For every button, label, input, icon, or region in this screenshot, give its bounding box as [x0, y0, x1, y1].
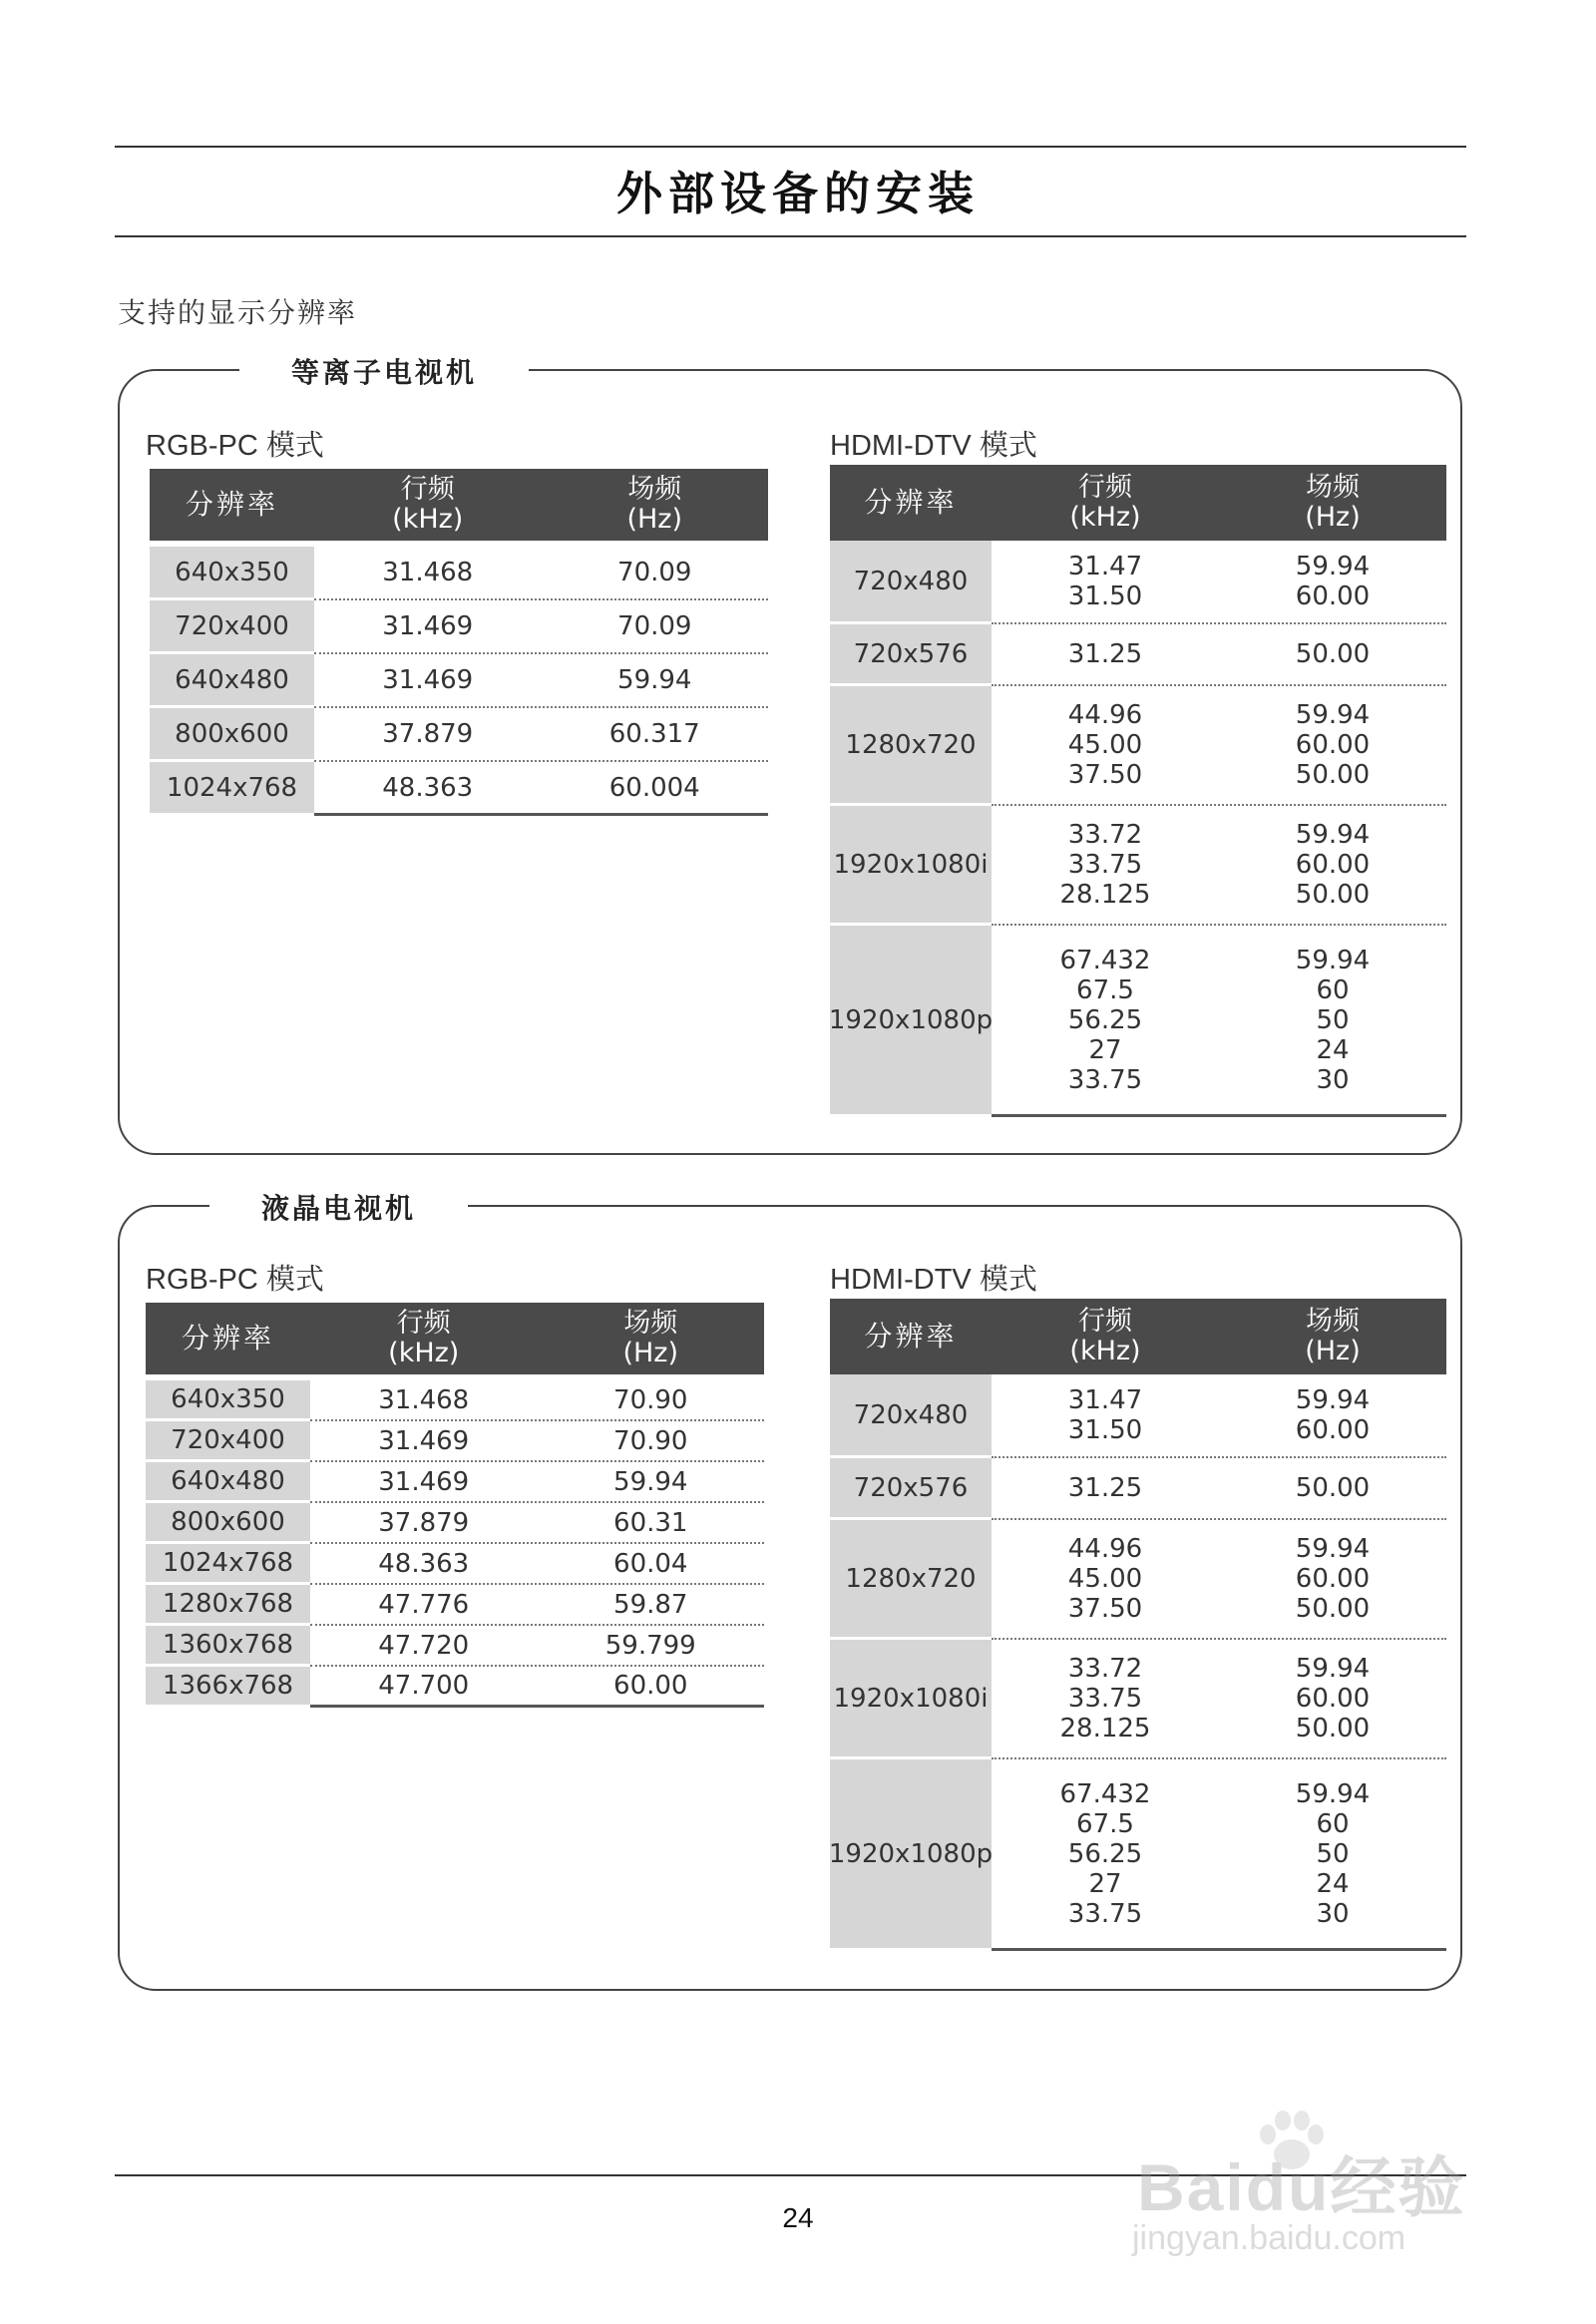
resolution-cell: 1366x768 [146, 1667, 310, 1708]
vfreq-value: 59.94 [1295, 1654, 1371, 1684]
resolution-cell: 1280x768 [146, 1585, 310, 1626]
lcd-hdmi-table [830, 1299, 1446, 1951]
values-group [314, 547, 768, 600]
vfreq-value: 60.00 [1295, 1415, 1371, 1445]
values-group [992, 1458, 1446, 1520]
vfreq-cell [1219, 1759, 1446, 1948]
table-row [830, 926, 1446, 1117]
hfreq-cell: 31.469 [378, 1466, 470, 1497]
hfreq-cell: 48.363 [382, 772, 474, 803]
hfreq-cell: 31.469 [382, 611, 474, 641]
values-group [314, 600, 768, 654]
hfreq-value: 37.50 [1067, 1594, 1143, 1624]
header-hfreq-unit: (kHz) [388, 1338, 460, 1368]
hfreq-value: 45.00 [1067, 730, 1143, 760]
header-hfreq-unit: (kHz) [392, 504, 464, 535]
header-vfreq [538, 1309, 765, 1368]
vfreq-value: 24 [1316, 1868, 1350, 1899]
vfreq-cell: 59.94 [613, 1466, 688, 1497]
hfreq-cell [992, 806, 1219, 924]
resolution-cell: 720x400 [146, 1421, 310, 1462]
hfreq-value: 28.125 [1059, 1714, 1151, 1743]
plasma-panel [118, 356, 1462, 1155]
vfreq-cell: 60.00 [613, 1671, 688, 1701]
vfreq-cell: 60.004 [608, 772, 700, 803]
vfreq-value: 59.94 [1295, 820, 1371, 850]
hfreq-value: 44.96 [1067, 700, 1143, 730]
hfreq-value: 33.75 [1067, 1684, 1143, 1714]
table-row [146, 1667, 764, 1708]
values-group [992, 624, 1446, 686]
resolution-cell: 1024x768 [150, 762, 314, 816]
hfreq-value: 27 [1088, 1868, 1122, 1899]
header-vfreq-label: 场频 [1306, 1306, 1360, 1337]
header-hfreq [314, 475, 542, 535]
resolution-cell: 800x600 [146, 1503, 310, 1544]
vfreq-cell [1219, 926, 1446, 1114]
header-hfreq [310, 1309, 538, 1368]
hfreq-value: 67.432 [1059, 945, 1151, 975]
vfreq-value: 30 [1316, 1898, 1350, 1929]
table-row [146, 1626, 764, 1667]
table-row [830, 1640, 1446, 1759]
table-row [150, 708, 768, 762]
hfreq-value: 33.72 [1067, 1654, 1143, 1684]
hfreq-cell [992, 541, 1219, 622]
hfreq-value: 27 [1088, 1034, 1122, 1065]
hfreq-cell [992, 1520, 1219, 1638]
plasma-rgb-title: RGB-PC 模式 [146, 430, 324, 462]
table-row [146, 1544, 764, 1585]
hfreq-value: 37.50 [1067, 760, 1143, 790]
table-row [830, 541, 1446, 624]
hfreq-value: 31.50 [1067, 1415, 1143, 1445]
table-row [830, 1458, 1446, 1520]
vfreq-cell [1219, 686, 1446, 804]
header-hfreq-unit: (kHz) [1069, 1336, 1141, 1366]
resolution-cell: 640x350 [150, 547, 314, 600]
hfreq-cell: 31.469 [378, 1425, 470, 1456]
vfreq-value: 60.00 [1295, 1684, 1371, 1714]
header-hfreq-label: 行频 [1078, 1306, 1132, 1337]
resolution-cell: 640x480 [150, 654, 314, 708]
table-row [146, 1421, 764, 1462]
table-row [830, 686, 1446, 806]
vfreq-value: 60.00 [1295, 1564, 1371, 1594]
vfreq-cell [1219, 1520, 1446, 1638]
values-group [310, 1544, 764, 1585]
hfreq-value: 33.75 [1067, 1064, 1143, 1095]
vfreq-value: 60.00 [1295, 730, 1371, 760]
hfreq-cell [992, 624, 1219, 684]
page-title: 外部设备的安装 [616, 167, 980, 220]
resolution-cell: 1280x720 [830, 1520, 992, 1640]
values-group [992, 1520, 1446, 1640]
table-row [146, 1585, 764, 1626]
header-vfreq-unit: (Hz) [1305, 502, 1361, 533]
hfreq-value: 33.72 [1067, 820, 1143, 850]
vfreq-cell [1219, 624, 1446, 684]
vfreq-value: 50.00 [1295, 1594, 1371, 1624]
values-group [310, 1421, 764, 1462]
watermark-brand: Baidu经验 [1137, 2150, 1466, 2224]
vfreq-cell [1219, 1374, 1446, 1456]
vfreq-value: 50.00 [1295, 1714, 1371, 1743]
top-rule [115, 146, 1466, 148]
hfreq-cell: 37.879 [382, 719, 474, 749]
values-group [992, 1374, 1446, 1458]
values-group [992, 806, 1446, 926]
hfreq-value: 31.25 [1067, 639, 1143, 669]
vfreq-cell: 60.31 [613, 1507, 688, 1538]
lcd-rgb-table [146, 1303, 764, 1708]
hfreq-cell [992, 686, 1219, 804]
header-vfreq-unit: (Hz) [1305, 1336, 1361, 1366]
page-number: 24 [782, 2202, 814, 2233]
watermark [1132, 2115, 1501, 2264]
hfreq-value: 67.5 [1076, 1808, 1134, 1839]
table-row [150, 600, 768, 654]
hfreq-value: 31.47 [1067, 1385, 1143, 1415]
hfreq-cell [992, 1759, 1219, 1948]
plasma-panel-label: 等离子电视机 [239, 351, 529, 391]
table-row [830, 1374, 1446, 1458]
values-group [314, 654, 768, 708]
resolution-cell: 640x350 [146, 1380, 310, 1421]
values-group [310, 1626, 764, 1667]
values-group [310, 1380, 764, 1421]
watermark-url: jingyan.baidu.com [1132, 2219, 1406, 2257]
table-row [146, 1380, 764, 1421]
header-vfreq [1219, 473, 1446, 533]
header-hfreq-label: 行频 [400, 474, 455, 505]
resolution-cell: 640x480 [146, 1462, 310, 1503]
vfreq-value: 59.94 [1295, 552, 1371, 581]
header-vfreq [1219, 1307, 1446, 1366]
plasma-rgb-table [150, 469, 768, 816]
lcd-hdmi-title: HDMI-DTV 模式 [830, 1264, 1037, 1296]
lcd-panel [118, 1192, 1462, 1991]
values-group [992, 1759, 1446, 1951]
vfreq-cell: 70.90 [613, 1384, 688, 1415]
vfreq-value: 30 [1316, 1064, 1350, 1095]
resolution-cell: 800x600 [150, 708, 314, 762]
values-group [310, 1667, 764, 1708]
vfreq-value: 60 [1316, 1808, 1350, 1839]
vfreq-cell: 70.09 [617, 558, 692, 587]
hfreq-value: 56.25 [1067, 1004, 1143, 1035]
hfreq-cell [992, 1374, 1219, 1456]
values-group [314, 762, 768, 816]
resolution-cell: 1920x1080p [830, 1759, 992, 1951]
hfreq-cell: 31.469 [382, 665, 474, 695]
hfreq-cell: 31.468 [382, 558, 474, 587]
title-rule [115, 235, 1466, 237]
values-group [314, 708, 768, 762]
vfreq-cell [1219, 806, 1446, 924]
hfreq-value: 67.432 [1059, 1778, 1151, 1809]
vfreq-cell: 70.09 [617, 611, 692, 641]
vfreq-value: 50.00 [1295, 880, 1371, 910]
lcd-panel-label: 液晶电视机 [209, 1187, 468, 1227]
table-row [150, 547, 768, 600]
vfreq-value: 24 [1316, 1034, 1350, 1065]
vfreq-cell: 70.90 [613, 1425, 688, 1456]
resolution-cell: 1360x768 [146, 1626, 310, 1667]
hfreq-value: 33.75 [1067, 1898, 1143, 1929]
hfreq-value: 45.00 [1067, 1564, 1143, 1594]
vfreq-cell [1219, 1640, 1446, 1757]
vfreq-value: 59.94 [1295, 1534, 1371, 1564]
vfreq-value: 59.94 [1295, 1778, 1371, 1809]
vfreq-value: 50 [1316, 1004, 1350, 1035]
section-subtitle: 支持的显示分辨率 [118, 296, 358, 329]
header-vfreq-unit: (Hz) [622, 1338, 679, 1368]
table-row [150, 762, 768, 816]
header-vfreq-label: 场频 [623, 1308, 678, 1339]
resolution-cell: 720x400 [150, 600, 314, 654]
hfreq-cell: 47.720 [378, 1630, 470, 1661]
values-group [310, 1462, 764, 1503]
resolution-cell: 1920x1080p [830, 926, 992, 1117]
values-group [992, 926, 1446, 1117]
hfreq-cell: 37.879 [378, 1507, 470, 1538]
header-vfreq [542, 475, 769, 535]
values-group [992, 1640, 1446, 1759]
vfreq-value: 59.94 [1295, 700, 1371, 730]
vfreq-value: 59.94 [1295, 1385, 1371, 1415]
table-row [830, 1520, 1446, 1640]
hfreq-value: 28.125 [1059, 880, 1151, 910]
hfreq-value: 44.96 [1067, 1534, 1143, 1564]
table-header [830, 465, 1446, 541]
table-row [830, 624, 1446, 686]
vfreq-cell: 59.87 [613, 1589, 688, 1620]
hfreq-cell [992, 1640, 1219, 1757]
vfreq-value: 50.00 [1295, 1473, 1371, 1503]
hfreq-cell: 48.363 [378, 1548, 470, 1579]
hfreq-value: 31.47 [1067, 552, 1143, 581]
header-resolution: 分辨率 [864, 1320, 958, 1353]
header-vfreq-label: 场频 [1306, 472, 1360, 503]
header-hfreq-label: 行频 [1078, 472, 1132, 503]
resolution-cell: 1024x768 [146, 1544, 310, 1585]
vfreq-value: 50.00 [1295, 639, 1371, 669]
hfreq-value: 33.75 [1067, 850, 1143, 880]
header-resolution: 分辨率 [864, 486, 958, 519]
hfreq-cell [992, 1458, 1219, 1518]
vfreq-value: 60.00 [1295, 850, 1371, 880]
table-row [150, 654, 768, 708]
vfreq-value: 60 [1316, 974, 1350, 1005]
hfreq-cell: 31.468 [378, 1384, 470, 1415]
header-hfreq [992, 1307, 1219, 1366]
table-header [830, 1299, 1446, 1374]
plasma-hdmi-table [830, 465, 1446, 1117]
hfreq-value: 67.5 [1076, 974, 1134, 1005]
vfreq-cell: 59.94 [617, 665, 692, 695]
hfreq-cell [992, 926, 1219, 1114]
values-group [310, 1503, 764, 1544]
vfreq-value: 60.00 [1295, 581, 1371, 611]
header-resolution: 分辨率 [185, 488, 278, 521]
lcd-rgb-title: RGB-PC 模式 [146, 1264, 324, 1296]
vfreq-cell: 60.317 [608, 719, 700, 749]
values-group [992, 686, 1446, 806]
vfreq-cell [1219, 1458, 1446, 1518]
vfreq-value: 50 [1316, 1838, 1350, 1869]
resolution-cell: 720x576 [830, 1458, 992, 1520]
table-row [146, 1462, 764, 1503]
vfreq-value: 50.00 [1295, 760, 1371, 790]
hfreq-cell: 47.700 [378, 1671, 470, 1701]
vfreq-cell: 60.04 [613, 1548, 688, 1579]
values-group [992, 541, 1446, 624]
table-row [146, 1503, 764, 1544]
hfreq-value: 31.25 [1067, 1473, 1143, 1503]
header-resolution: 分辨率 [181, 1322, 274, 1355]
resolution-cell: 1920x1080i [830, 806, 992, 926]
hfreq-value: 56.25 [1067, 1838, 1143, 1869]
table-row [830, 806, 1446, 926]
plasma-hdmi-title: HDMI-DTV 模式 [830, 430, 1037, 462]
header-vfreq-label: 场频 [627, 474, 682, 505]
header-hfreq-label: 行频 [396, 1308, 451, 1339]
vfreq-cell [1219, 541, 1446, 622]
values-group [310, 1585, 764, 1626]
resolution-cell: 720x480 [830, 1374, 992, 1458]
resolution-cell: 1920x1080i [830, 1640, 992, 1759]
table-row [830, 1759, 1446, 1951]
vfreq-value: 59.94 [1295, 945, 1371, 975]
table-header [150, 469, 768, 541]
resolution-cell: 720x480 [830, 541, 992, 624]
header-vfreq-unit: (Hz) [626, 504, 683, 535]
vfreq-cell: 59.799 [604, 1630, 696, 1661]
header-hfreq-unit: (kHz) [1069, 502, 1141, 533]
resolution-cell: 720x576 [830, 624, 992, 686]
hfreq-cell: 47.776 [378, 1589, 470, 1620]
resolution-cell: 1280x720 [830, 686, 992, 806]
table-header [146, 1303, 764, 1374]
hfreq-value: 31.50 [1067, 581, 1143, 611]
header-hfreq [992, 473, 1219, 533]
